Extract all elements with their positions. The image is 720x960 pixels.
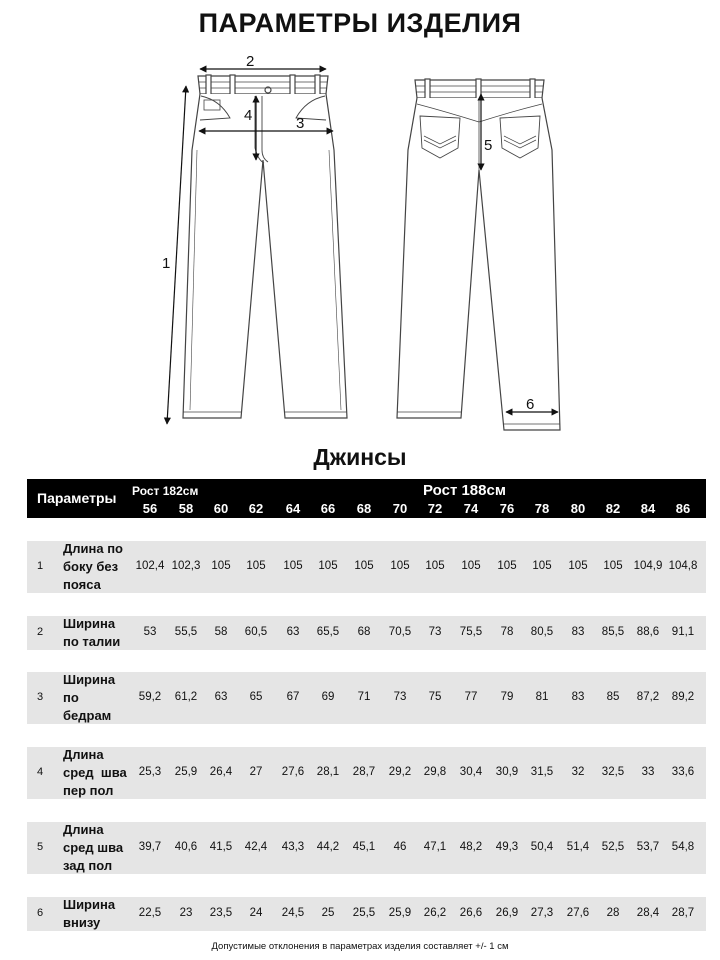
table-cell: 65,5 <box>316 626 340 638</box>
row-param-name-line: по талии <box>63 634 121 649</box>
row-param-name-line: Длина <box>63 822 104 837</box>
table-cell: 68 <box>357 626 371 638</box>
row-param-name-line: пояса <box>63 577 101 592</box>
table-cell: 65 <box>249 691 263 703</box>
table-cell: 47,1 <box>423 841 447 853</box>
table-cell: 105 <box>246 560 266 572</box>
table-cell: 53 <box>143 626 157 638</box>
row-param-name-line: зад пол <box>63 858 113 873</box>
table-cell: 46 <box>393 841 407 853</box>
dimension-label-6: 6 <box>526 396 535 413</box>
dimension-label-1: 1 <box>162 255 171 272</box>
table-cell: 105 <box>425 560 445 572</box>
table-cell: 79 <box>500 691 514 703</box>
dimension-label-5: 5 <box>484 137 493 154</box>
size-header-5: 66 <box>320 501 336 516</box>
table-cell: 102,3 <box>171 560 201 572</box>
table-cell: 41,5 <box>209 841 233 853</box>
table-cell: 31,5 <box>530 766 554 778</box>
row-param-name-line: Длина <box>63 747 104 762</box>
table-cell: 42,4 <box>244 841 268 853</box>
row-param-name-line: по <box>63 690 79 705</box>
table-cell: 22,5 <box>138 907 162 919</box>
table-cell: 85,5 <box>601 626 625 638</box>
size-header-0: 56 <box>142 501 158 516</box>
table-cell: 53,7 <box>636 841 660 853</box>
table-cell: 83 <box>571 626 585 638</box>
table-cell: 44,2 <box>316 841 340 853</box>
table-cell: 89,2 <box>671 691 695 703</box>
table-cell: 105 <box>390 560 410 572</box>
row-param-name-line: пер пол <box>63 783 114 798</box>
table-cell: 63 <box>286 626 300 638</box>
table-cell: 27,3 <box>530 907 554 919</box>
row-param-name <box>63 615 135 651</box>
product-name: Джинсы <box>313 444 407 470</box>
table-cell: 104,9 <box>633 560 663 572</box>
table-cell: 28 <box>606 907 620 919</box>
row-number: 3 <box>37 691 44 703</box>
dimension-label-2: 2 <box>246 53 255 70</box>
table-cell: 25,5 <box>352 907 376 919</box>
table-cell: 23,5 <box>209 907 233 919</box>
table-header <box>27 479 706 518</box>
table-cell: 29,2 <box>388 766 412 778</box>
table-cell: 73 <box>393 691 407 703</box>
size-header-11: 78 <box>534 501 550 516</box>
table-cell: 105 <box>532 560 552 572</box>
table-cell: 105 <box>211 560 231 572</box>
table-row <box>27 822 706 874</box>
size-header-8: 72 <box>427 501 443 516</box>
table-cell: 29,8 <box>423 766 447 778</box>
jeans-technical-drawing <box>0 44 720 444</box>
table-cell: 105 <box>603 560 623 572</box>
row-param-name-line: сред шва <box>63 840 124 855</box>
table-cell: 25,9 <box>174 766 198 778</box>
height-182-header: Рост 182см <box>132 484 199 498</box>
tolerance-footnote: Допустимые отклонения в параметрах изделия составляет +/- 1 см <box>211 941 509 952</box>
table-cell: 71 <box>357 691 371 703</box>
row-param-name <box>63 896 135 932</box>
row-param-name-line: сред шва <box>63 765 127 780</box>
table-cell: 26,6 <box>459 907 483 919</box>
page-title: ПАРАМЕТРЫ ИЗДЕЛИЯ <box>198 8 522 38</box>
table-row <box>27 747 706 799</box>
table-cell: 87,2 <box>636 691 660 703</box>
size-header-9: 74 <box>463 501 479 516</box>
table-cell: 105 <box>354 560 374 572</box>
size-table <box>27 479 706 930</box>
table-cell: 105 <box>283 560 303 572</box>
row-param-name-line: внизу <box>63 915 101 930</box>
row-param-name-line: Ширина <box>63 616 116 631</box>
size-header-10: 76 <box>499 501 515 516</box>
table-cell: 23 <box>179 907 193 919</box>
table-cell: 81 <box>535 691 549 703</box>
table-cell: 105 <box>461 560 481 572</box>
table-cell: 24 <box>249 907 263 919</box>
row-number: 5 <box>37 841 44 853</box>
table-cell: 30,4 <box>459 766 483 778</box>
dimension-label-4: 4 <box>244 107 253 124</box>
row-param-name <box>63 540 135 594</box>
table-cell: 27 <box>249 766 263 778</box>
table-cell: 51,4 <box>566 841 590 853</box>
table-cell: 45,1 <box>352 841 376 853</box>
row-param-name-line: Ширина <box>63 897 116 912</box>
table-cell: 40,6 <box>174 841 198 853</box>
table-cell: 88,6 <box>636 626 660 638</box>
size-header-14: 84 <box>640 501 656 516</box>
row-number: 1 <box>37 560 44 572</box>
table-cell: 39,7 <box>138 841 162 853</box>
row-number: 2 <box>37 626 44 638</box>
table-cell: 25 <box>321 907 335 919</box>
size-header-3: 62 <box>248 501 264 516</box>
row-param-name-line: бедрам <box>63 708 112 723</box>
table-row <box>27 616 706 650</box>
table-cell: 63 <box>214 691 228 703</box>
table-cell: 48,2 <box>459 841 483 853</box>
table-cell: 30,9 <box>495 766 519 778</box>
size-header-7: 70 <box>392 501 408 516</box>
table-cell: 50,4 <box>530 841 554 853</box>
table-cell: 60,5 <box>244 626 268 638</box>
table-cell: 28,7 <box>671 907 695 919</box>
row-param-name <box>63 746 135 800</box>
table-cell: 49,3 <box>495 841 519 853</box>
table-cell: 69 <box>321 691 335 703</box>
table-cell: 33,6 <box>671 766 695 778</box>
table-cell: 26,2 <box>423 907 447 919</box>
table-cell: 61,2 <box>174 691 198 703</box>
table-cell: 80,5 <box>530 626 554 638</box>
table-cell: 105 <box>318 560 338 572</box>
front-view-drawing <box>183 75 347 418</box>
table-cell: 54,8 <box>671 841 695 853</box>
row-param-name <box>63 821 135 875</box>
size-header-13: 82 <box>605 501 621 516</box>
params-header: Параметры <box>37 490 117 506</box>
table-cell: 24,5 <box>281 907 305 919</box>
table-cell: 32 <box>571 766 585 778</box>
table-cell: 67 <box>286 691 300 703</box>
table-cell: 33 <box>641 766 655 778</box>
table-cell: 102,4 <box>135 560 165 572</box>
table-cell: 70,5 <box>388 626 412 638</box>
row-number: 4 <box>37 766 44 778</box>
table-cell: 52,5 <box>601 841 625 853</box>
table-cell: 55,5 <box>174 626 198 638</box>
table-cell: 78 <box>500 626 514 638</box>
table-cell: 58 <box>214 626 228 638</box>
table-row <box>27 541 706 593</box>
table-cell: 28,7 <box>352 766 376 778</box>
size-header-15: 86 <box>675 501 691 516</box>
table-cell: 105 <box>568 560 588 572</box>
table-cell: 75 <box>428 691 442 703</box>
table-cell: 73 <box>428 626 442 638</box>
row-number: 6 <box>37 907 44 919</box>
table-cell: 27,6 <box>566 907 590 919</box>
table-cell: 43,3 <box>281 841 305 853</box>
size-header-12: 80 <box>570 501 586 516</box>
size-header-2: 60 <box>213 501 229 516</box>
table-cell: 25,3 <box>138 766 162 778</box>
table-row <box>27 897 706 931</box>
table-cell: 105 <box>497 560 517 572</box>
size-header-6: 68 <box>356 501 372 516</box>
table-cell: 75,5 <box>459 626 483 638</box>
table-cell: 77 <box>464 691 478 703</box>
table-cell: 83 <box>571 691 585 703</box>
table-cell: 26,4 <box>209 766 233 778</box>
table-cell: 28,1 <box>316 766 340 778</box>
row-param-name-line: боку без <box>63 559 119 574</box>
table-cell: 85 <box>606 691 620 703</box>
size-header-4: 64 <box>285 501 301 516</box>
row-param-name-line: Длина по <box>63 541 123 556</box>
row-param-name <box>63 671 135 725</box>
table-cell: 25,9 <box>388 907 412 919</box>
table-cell: 59,2 <box>138 691 162 703</box>
size-header-1: 58 <box>178 501 194 516</box>
table-cell: 27,6 <box>281 766 305 778</box>
dimension-label-3: 3 <box>296 115 305 132</box>
height-188-header: Рост 188см <box>423 482 506 499</box>
table-cell: 32,5 <box>601 766 625 778</box>
table-cell: 26,9 <box>495 907 519 919</box>
table-cell: 28,4 <box>636 907 660 919</box>
table-cell: 104,8 <box>668 560 698 572</box>
row-param-name-line: Ширина <box>63 672 116 687</box>
table-row <box>27 672 706 724</box>
back-view-drawing <box>397 79 560 430</box>
table-cell: 91,1 <box>671 626 695 638</box>
